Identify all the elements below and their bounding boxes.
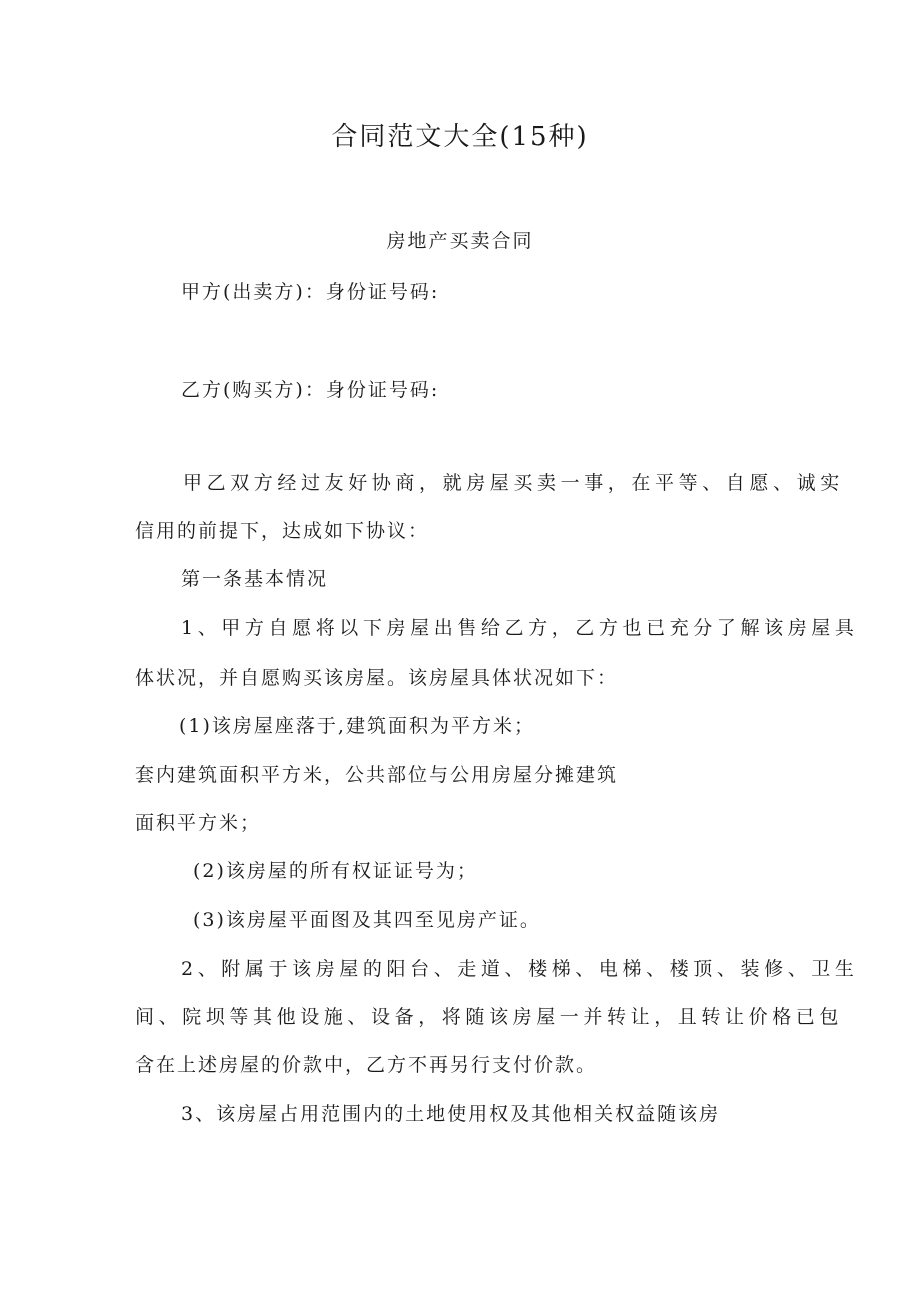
paragraph-line: 3、该房屋占用范围内的土地使用权及其他相关权益随该房 (181, 1103, 721, 1125)
paragraph-line: 信用的前提下，达成如下协议： (135, 520, 430, 542)
paragraph-line: (3)该房屋平面图及其四至见房产证。 (193, 909, 541, 931)
paragraph-line: 体状况，并自愿购买该房屋。该房屋具体状况如下： (135, 667, 619, 689)
contract-subtitle: 房地产买卖合同 (386, 230, 534, 252)
paragraph-line: 含在上述房屋的价款中，乙方不再另行支付价款。 (135, 1054, 598, 1076)
paragraph-line: (1)该房屋座落于,建筑面积为平方米； (179, 715, 535, 737)
section-heading: 第一条基本情况 (181, 568, 329, 590)
party-b-line: 乙方(购买方)：身份证号码: (181, 379, 440, 401)
paragraph-line: 套内建筑面积平方米，公共部位与公用房屋分摊建筑 (135, 764, 619, 786)
party-a-line: 甲方(出卖方)：身份证号码: (181, 281, 440, 303)
paragraph-line: 甲乙双方经过友好协商，就房屋买卖一事，在平等、自愿、诚实 (183, 472, 844, 494)
document-title: 合同范文大全(15种) (331, 122, 589, 152)
paragraph-line: 间、院坝等其他设施、设备，将随该房屋一并转让，且转让价格已包 (135, 1006, 844, 1028)
paragraph-line: (2)该房屋的所有权证证号为； (193, 860, 478, 882)
paragraph-line: 1、甲方自愿将以下房屋出售给乙方，乙方也已充分了解该房屋具 (181, 617, 859, 639)
paragraph-line: 2、附属于该房屋的阳台、走道、楼梯、电梯、楼顶、装修、卫生 (181, 958, 859, 980)
paragraph-line: 面积平方米； (135, 812, 262, 834)
